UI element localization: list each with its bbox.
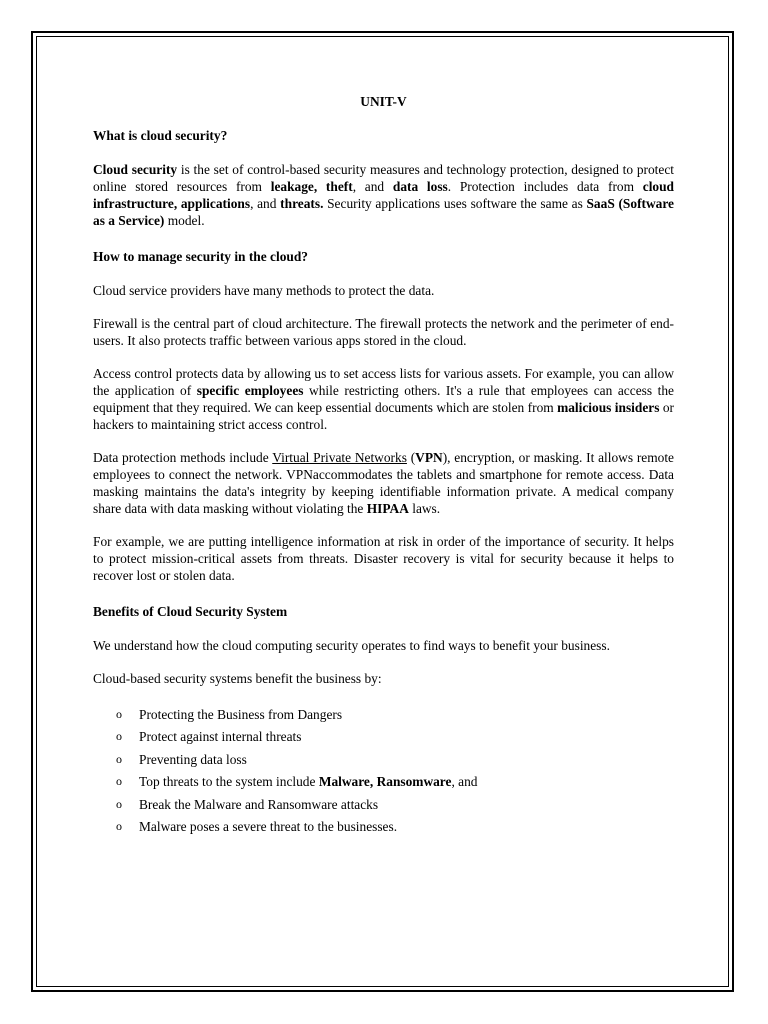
bullet-icon: o [116, 751, 122, 766]
paragraph-disaster-recovery: For example, we are putting intelligence information at risk in order of the importance of security. It helps to protect mission-critical assets from threats. Disaster recovery is vital for security because it helps to recover lost or stolen data. [93, 534, 674, 583]
vpn-link[interactable]: Virtual Private Networks [272, 450, 407, 465]
paragraph-firewall: Firewall is the central part of cloud architecture. The firewall protects the network and the perimeter of end-users. It also protects traffic between various apps stored in the cloud. [93, 316, 674, 348]
document-body [93, 93, 674, 840]
bullet-icon: o [116, 818, 122, 833]
paragraph-data-protection: Data protection methods include Virtual Private Networks (VPN), encryption, or masking. It allows remote employees to connect the network. VPNaccommodates the tablets and smartphone for remote access. Data masking maintains the data's integrity by keeping identifiable information private. A medical company share data with data masking without violating the HIPAA laws. [93, 450, 674, 516]
list-item: o Break the Malware and Ransomware attacks [116, 796, 379, 812]
list-item: o Top threats to the system include Malware, Ransomware, and [116, 774, 478, 790]
paragraph-access-control: Access control protects data by allowing us to set access lists for various assets. For example, you can allow the application of specific employees while restricting others. It's a rule that employees can access the equipment that they required. We can keep essential documents which are stolen from malicious insiders or hackers to maintaining strict access control. [93, 366, 674, 432]
bullet-icon: o [116, 774, 122, 789]
list-item: o Protect against internal threats [116, 729, 302, 745]
benefits-list [93, 706, 674, 835]
heading-benefits: Benefits of Cloud Security System [93, 604, 288, 619]
bullet-icon: o [116, 796, 122, 811]
paragraph-providers: Cloud service providers have many methods to protect the data. [93, 283, 435, 298]
bullet-icon: o [116, 707, 122, 721]
list-item: o Malware poses a severe threat to the businesses. [116, 818, 398, 834]
list-item: o Preventing data loss [116, 751, 247, 767]
paragraph-cloud-security-definition: Cloud security is the set of control-based security measures and technology protection, designed to protect online stored resources from leakage, theft, and data loss. Protection includes data from cloud infrastructure, applications, and threats. Security applications uses software the same as SaaS (Software as a Service) model. [93, 162, 675, 228]
unit-title: UNIT-V [360, 94, 407, 109]
heading-what-is-cloud-security: What is cloud security? [93, 128, 228, 143]
list-item: o Protecting the Business from Dangers [116, 707, 343, 722]
heading-manage-security: How to manage security in the cloud? [93, 249, 308, 264]
bullet-icon: o [116, 729, 122, 744]
paragraph-benefit-intro: Cloud-based security systems benefit the business by: [93, 671, 382, 686]
paragraph-understand: We understand how the cloud computing security operates to find ways to benefit your business. [93, 638, 610, 653]
